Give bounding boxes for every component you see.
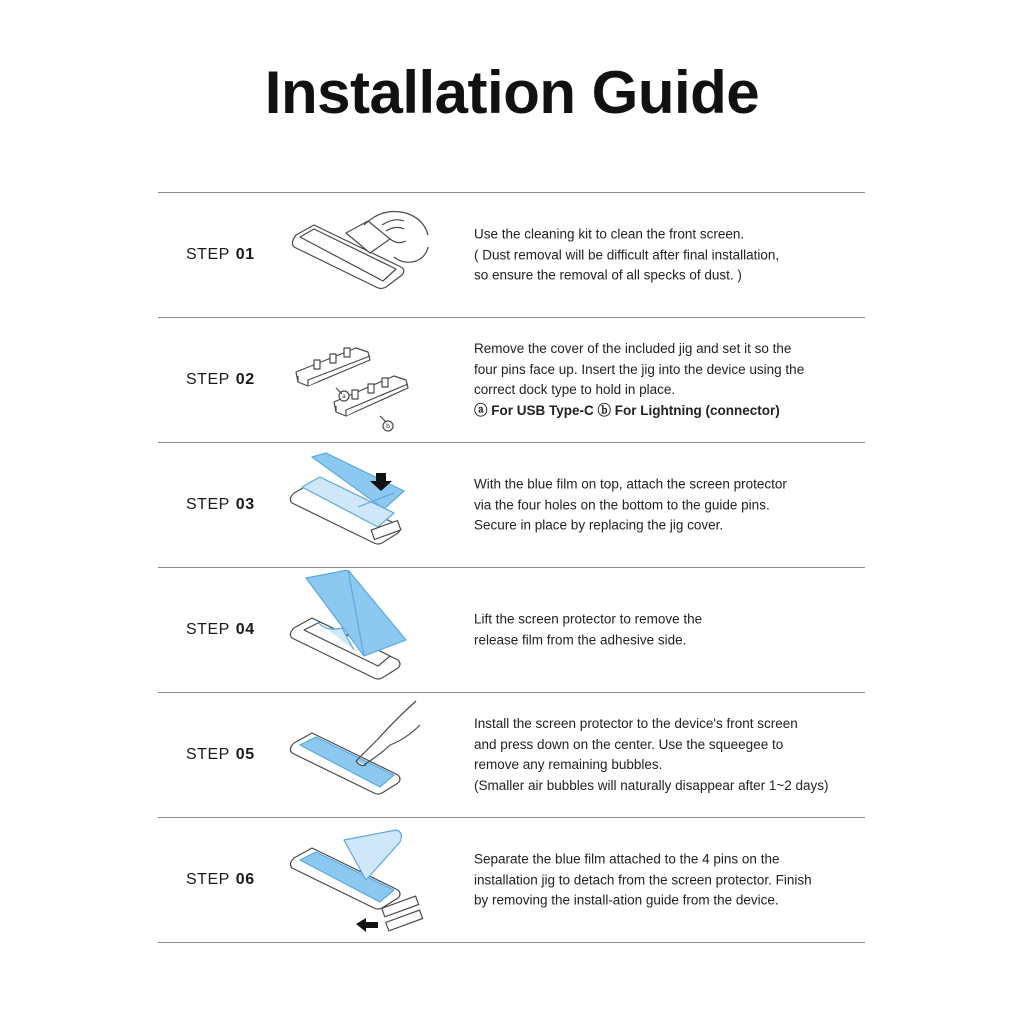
description-line: by removing the install-ation guide from the device. [474, 892, 779, 908]
step-number: 03 [235, 496, 255, 513]
step-label [186, 496, 255, 514]
step-word: STEP [186, 371, 230, 388]
description-line: via the four holes on the bottom to the guide pins. [474, 496, 770, 512]
description-line: Use the cleaning kit to clean the front screen. [474, 226, 745, 242]
step-label [186, 371, 255, 389]
step-description [474, 224, 864, 286]
step-row-04 [158, 567, 865, 692]
page-title: Installation Guide [264, 59, 760, 126]
description-line: so ensure the removal of all specks of dust. ) [474, 267, 742, 283]
step-word: STEP [186, 871, 230, 888]
step-row-02 [158, 317, 865, 442]
svg-text:b: b [386, 423, 390, 430]
step-description [474, 610, 864, 651]
step-row-01 [158, 192, 865, 317]
steps-table [158, 192, 865, 943]
description-line: Install the screen protector to the device's front screen [474, 716, 798, 731]
press-center-illustration [286, 695, 436, 815]
step-word: STEP [186, 496, 230, 513]
description-line: four pins face up. Insert the jig into the device using the [474, 361, 805, 377]
step-description [474, 714, 864, 796]
description-line: With the blue film on top, attach the screen protector [474, 476, 787, 492]
step-number: 04 [235, 621, 255, 638]
lift-protector-illustration [286, 570, 436, 690]
description-line: correct dock type to hold in place. [474, 382, 676, 397]
step-description [474, 339, 864, 421]
step-row-06 [158, 817, 865, 943]
description-line: Secure in place by replacing the jig cover. [474, 517, 724, 533]
step-label [186, 871, 255, 889]
step-word: STEP [186, 746, 230, 763]
step-label [186, 621, 255, 639]
step-word: STEP [186, 621, 230, 638]
description-line: Lift the screen protector to remove the [474, 611, 703, 627]
attach-protector-illustration [286, 445, 436, 565]
step-row-05 [158, 692, 865, 817]
description-line: Separate the blue film attached to the 4 pins on the [474, 851, 780, 867]
step-number: 05 [235, 746, 255, 763]
description-line: ( Dust removal will be difficult after final installation, [474, 246, 780, 262]
jig-illustration [286, 320, 436, 440]
step-number: 06 [235, 871, 255, 888]
step-label [186, 246, 255, 264]
step-word: STEP [186, 246, 230, 263]
description-line: installation jig to detach from the screen protector. Finish [474, 871, 812, 887]
description-line: and press down on the center. Use the squeegee to [474, 736, 784, 752]
step-description [474, 474, 864, 536]
step-number: 01 [235, 246, 255, 263]
description-line: release film from the adhesive side. [474, 632, 687, 647]
step-row-03 [158, 442, 865, 567]
description-line: (Smaller air bubbles will naturally disappear after 1~2 days) [474, 777, 829, 793]
clean-screen-illustration [286, 195, 436, 315]
separate-film-illustration [286, 820, 436, 940]
svg-text:a: a [342, 393, 346, 400]
description-line: remove any remaining bubbles. [474, 757, 663, 772]
step-description [474, 849, 864, 911]
connector-types: ⓐ For USB Type-C ⓑ For Lightning (connector) [474, 402, 780, 418]
step-label [186, 746, 255, 764]
step-number: 02 [235, 371, 255, 388]
description-line: Remove the cover of the included jig and set it so the [474, 341, 792, 356]
